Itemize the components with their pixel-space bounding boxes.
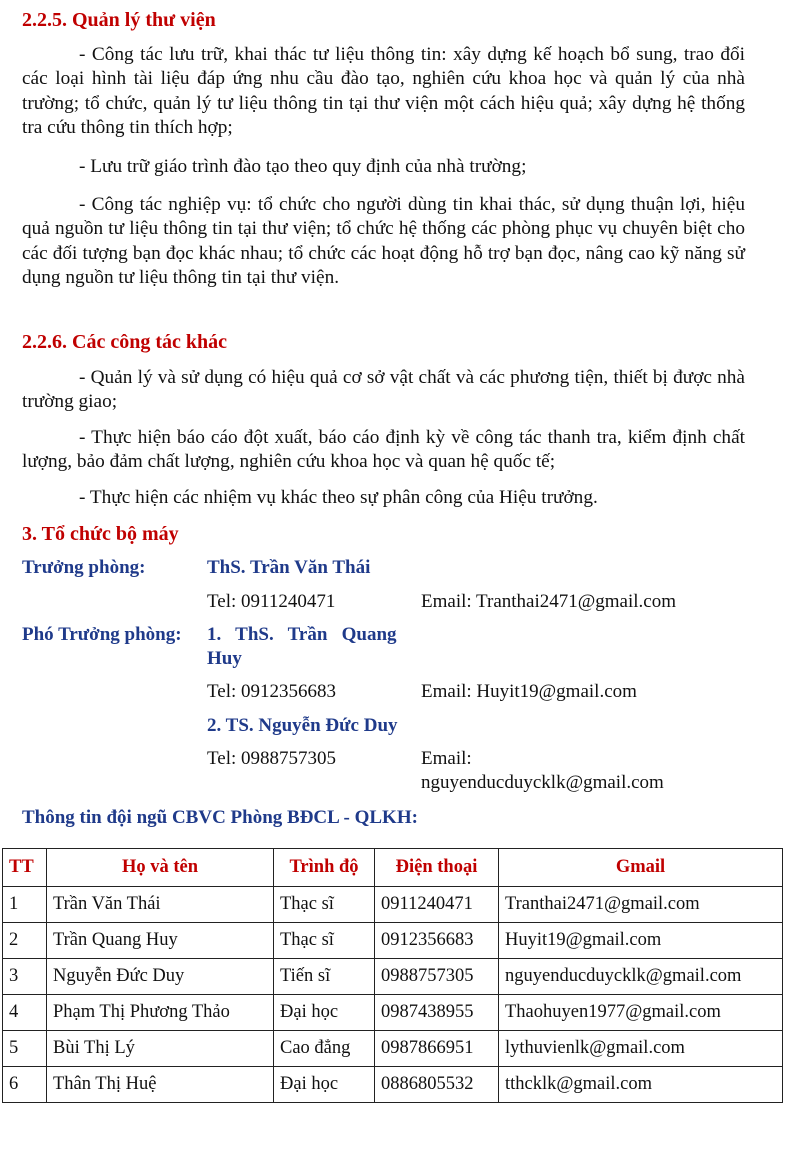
cell-degree: Đại học	[274, 1067, 375, 1103]
cell-degree: Thạc sĩ	[274, 887, 375, 923]
head-email: Email: Tranthai2471@gmail.com	[421, 591, 676, 612]
cell-tt: 4	[3, 995, 47, 1031]
section-heading-225: 2.2.5. Quản lý thư viện	[22, 9, 216, 31]
paragraph-other-tasks: - Thực hiện các nhiệm vụ khác theo sự phân công của Hiệu trưởng.	[79, 487, 598, 508]
cell-name: Thân Thị Huệ	[47, 1067, 274, 1103]
cell-gmail: nguyenducduycklk@gmail.com	[499, 959, 783, 995]
cell-gmail: Thaohuyen1977@gmail.com	[499, 995, 783, 1031]
head-label: Trưởng phòng:	[22, 557, 146, 578]
deputy2-name: 2. TS. Nguyễn Đức Duy	[207, 715, 398, 736]
table-row	[3, 995, 783, 1031]
cell-degree: Cao đẳng	[274, 1031, 375, 1067]
table-row	[3, 1031, 783, 1067]
table-row	[3, 1067, 783, 1103]
paragraph-curriculum-storage: - Lưu trữ giáo trình đào tạo theo quy định của nhà trường;	[79, 156, 527, 177]
paragraph-reporting: - Thực hiện báo cáo đột xuất, báo cáo định kỳ về công tác thanh tra, kiểm định chất lượng, bảo đảm chất lượng, nghiên cứu khoa học và quan hệ quốc tế;	[22, 427, 745, 473]
cell-tt: 5	[3, 1031, 47, 1067]
cell-name: Phạm Thị Phương Thảo	[47, 995, 274, 1031]
paragraph-professional-work: - Công tác nghiệp vụ: tổ chức cho người dùng tin khai thác, sử dụng thuận lợi, hiệu quả nguồn tư liệu thông tin tại thư viện; tổ chức hệ thống các phòng phục vụ chuyên biệt cho các đối tượng bạn đọc khác nhau; tổ chức các hoạt động hỗ trợ bạn đọc, nâng cao kỹ năng sử dụng nguồn tư liệu thông tin tại thư viện.	[22, 194, 745, 289]
cell-tt: 6	[3, 1067, 47, 1103]
cell-name: Nguyễn Đức Duy	[47, 959, 274, 995]
staff-heading: Thông tin đội ngũ CBVC Phòng BĐCL - QLKH:	[22, 807, 418, 828]
head-name: ThS. Trần Văn Thái	[207, 557, 371, 578]
cell-degree: Tiến sĩ	[274, 959, 375, 995]
deputy2-email-label: Email:	[421, 748, 472, 769]
deputy-label: Phó Trưởng phòng:	[22, 624, 182, 645]
cell-tt: 3	[3, 959, 47, 995]
paragraph-archive-work: - Công tác lưu trữ, khai thác tư liệu thông tin: xây dựng kế hoạch bổ sung, trao đổi các loại hình tài liệu đáp ứng nhu cầu đào tạo, nghiên cứu khoa học và quản lý của nhà trường; tổ chức, quản lý tư liệu thông tin tại thư viện một cách hiệu quả; xây dựng hệ thống tra cứu thông tin thích hợp;	[22, 44, 745, 139]
header-phone: Điện thoại	[375, 849, 499, 887]
table-header-row	[3, 849, 783, 887]
deputy1-name: 1. ThS. Trần Quang Huy	[207, 624, 402, 669]
deputy1-email: Email: Huyit19@gmail.com	[421, 681, 637, 702]
cell-phone: 0987866951	[375, 1031, 499, 1067]
deputy2-email: nguyenducduycklk@gmail.com	[421, 772, 664, 793]
header-name: Họ và tên	[47, 849, 274, 887]
cell-name: Trần Văn Thái	[47, 887, 274, 923]
header-gmail: Gmail	[499, 849, 783, 887]
table-row	[3, 959, 783, 995]
deputy1-tel: Tel: 0912356683	[207, 681, 337, 702]
cell-phone: 0988757305	[375, 959, 499, 995]
cell-gmail: tthcklk@gmail.com	[499, 1067, 783, 1103]
cell-phone: 0987438955	[375, 995, 499, 1031]
cell-gmail: lythuvienlk@gmail.com	[499, 1031, 783, 1067]
deputy2-tel: Tel: 0988757305	[207, 748, 337, 769]
cell-phone: 0886805532	[375, 1067, 499, 1103]
cell-gmail: Tranthai2471@gmail.com	[499, 887, 783, 923]
cell-degree: Đại học	[274, 995, 375, 1031]
section-heading-226: 2.2.6. Các công tác khác	[22, 331, 227, 353]
head-tel: Tel: 0911240471	[207, 591, 336, 612]
section-heading-3: 3. Tổ chức bộ máy	[22, 523, 179, 545]
header-degree: Trình độ	[274, 849, 375, 887]
cell-name: Trần Quang Huy	[47, 923, 274, 959]
cell-gmail: Huyit19@gmail.com	[499, 923, 783, 959]
cell-tt: 2	[3, 923, 47, 959]
header-tt: TT	[3, 849, 47, 887]
table-row	[3, 887, 783, 923]
cell-phone: 0911240471	[375, 887, 499, 923]
cell-tt: 1	[3, 887, 47, 923]
paragraph-facilities: - Quản lý và sử dụng có hiệu quả cơ sở vật chất và các phương tiện, thiết bị được nhà trường giao;	[22, 367, 745, 413]
table-row	[3, 923, 783, 959]
staff-table	[2, 848, 783, 1103]
cell-degree: Thạc sĩ	[274, 923, 375, 959]
cell-name: Bùi Thị Lý	[47, 1031, 274, 1067]
cell-phone: 0912356683	[375, 923, 499, 959]
